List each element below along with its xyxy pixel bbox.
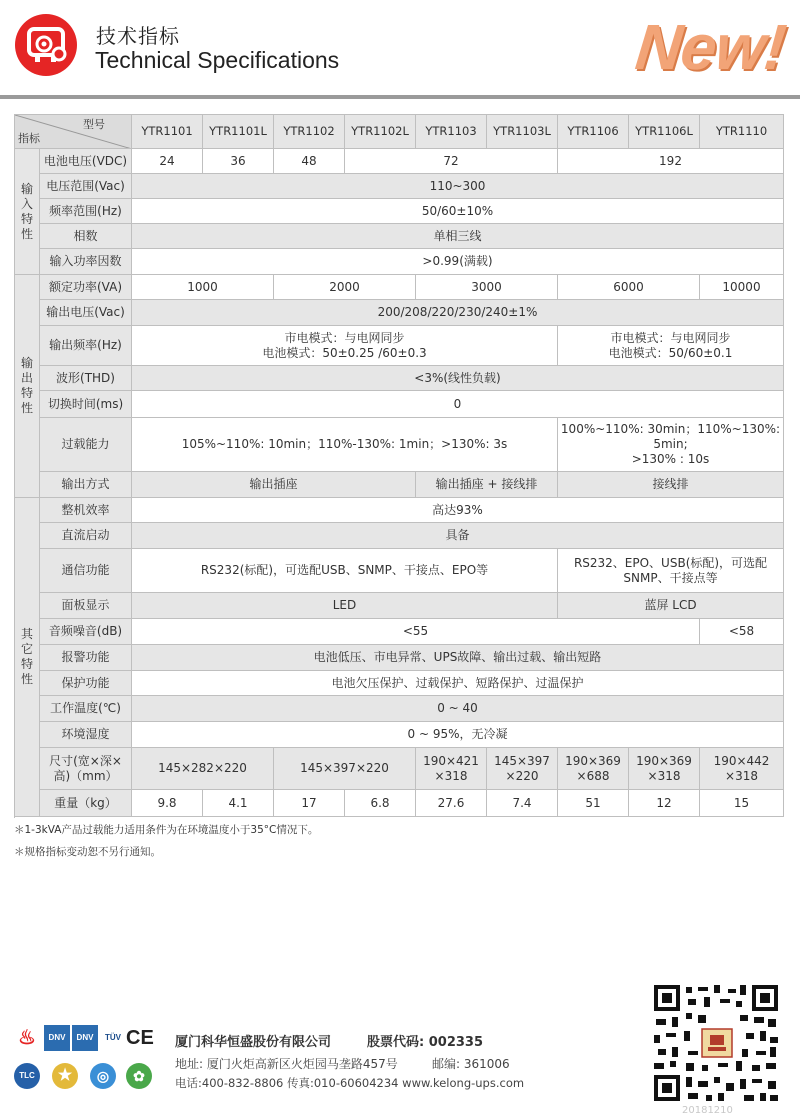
cell-line: 190×442 xyxy=(713,753,770,768)
footnote-overload: ＊1-3kVA产品过载能力适用条件为在环境温度小于35°C情况下。 xyxy=(14,824,319,836)
corner-cell xyxy=(15,115,132,149)
cell-value: 高达93% xyxy=(132,498,784,523)
cell-value xyxy=(558,549,784,593)
cell-line: 高)（mm） xyxy=(53,768,118,783)
cell-line: 145×397 xyxy=(494,753,550,768)
spec-table xyxy=(14,114,784,817)
group-text: 输入特性 xyxy=(20,181,33,241)
group-text: 其它特性 xyxy=(20,627,33,686)
flame-logo-icon: ♨ xyxy=(18,1027,36,1049)
footnote-change: ＊规格指标变动恕不另行通知。 xyxy=(14,846,161,858)
cell-line: 市电模式：与电网同步 xyxy=(610,330,731,345)
cell-value: 0 ~ 40 xyxy=(132,696,784,722)
cell-value: 48 xyxy=(274,149,345,174)
row-label: 环境湿度 xyxy=(40,722,132,748)
cell-value: 0 ~ 95%，无冷凝 xyxy=(132,722,784,748)
corner-spec-label: 指标 xyxy=(18,132,40,145)
brand-gear-icon xyxy=(15,14,77,76)
cell-value: 2000 xyxy=(274,275,416,300)
cell-value xyxy=(487,748,558,790)
cell-line: 电池模式：50/60±0.1 xyxy=(608,345,733,360)
table-row xyxy=(15,671,784,696)
eco-logo-icon: ✿ xyxy=(126,1063,152,1089)
cell-value: 10000 xyxy=(700,275,784,300)
row-label: 过载能力 xyxy=(40,418,132,472)
group-other-label xyxy=(15,498,40,817)
corner-model-label: 型号 xyxy=(83,118,105,131)
page-title-zh: 技术指标 xyxy=(96,24,180,48)
row-label: 面板显示 xyxy=(40,593,132,619)
table-row xyxy=(15,199,784,224)
cell-line: 5min; xyxy=(653,437,688,451)
page-title-en: Technical Specifications xyxy=(95,47,340,73)
table-row xyxy=(15,366,784,391)
cell-line: ×318 xyxy=(434,768,468,783)
row-label xyxy=(40,748,132,790)
new-badge: New! xyxy=(632,11,789,83)
cell-value: 6000 xyxy=(558,275,700,300)
row-label: 电池电压(VDC) xyxy=(40,149,132,174)
cell-line: ×318 xyxy=(725,768,758,783)
table-row xyxy=(15,619,784,645)
cell-value: <55 xyxy=(132,619,700,645)
cell-value: 24 xyxy=(132,149,203,174)
ring-logo-icon: ◎ xyxy=(90,1063,116,1089)
cell-value: 接线排 xyxy=(558,472,784,498)
row-label: 工作温度(℃) xyxy=(40,696,132,722)
table-row xyxy=(15,498,784,523)
cell-line: 190×421 xyxy=(423,753,479,768)
cell-line: 市电模式：与电网同步 xyxy=(284,330,405,345)
cell-value: 27.6 xyxy=(416,790,487,817)
table-row xyxy=(15,418,784,472)
cell-value: <58 xyxy=(700,619,784,645)
header-divider xyxy=(0,95,800,99)
table-row xyxy=(15,174,784,199)
cell-value: RS232(标配)，可选配USB、SNMP、干接点、EPO等 xyxy=(132,549,558,593)
cell-line: ×688 xyxy=(576,768,610,783)
table-row xyxy=(15,748,784,790)
model-header: YTR1106 xyxy=(558,115,629,149)
row-label: 输出方式 xyxy=(40,472,132,498)
tuv-logo-icon: TÜV xyxy=(105,1033,121,1042)
cell-line: 100%~110%: 30min；110%~130%: xyxy=(560,422,781,436)
model-header: YTR1101L xyxy=(203,115,274,149)
cell-value: 200/208/220/230/240±1% xyxy=(132,300,784,326)
cell-line: ×220 xyxy=(505,768,539,783)
row-label: 相数 xyxy=(40,224,132,249)
cell-value: 1000 xyxy=(132,275,274,300)
cell-line: SNMP、干接点等 xyxy=(623,570,718,585)
cell-value: 电池低压、市电异常、UPS故障、输出过载、输出短路 xyxy=(132,645,784,671)
table-row xyxy=(15,275,784,300)
cell-value: 3000 xyxy=(416,275,558,300)
certification-logos xyxy=(14,1025,164,1095)
cell-value: 单相三线 xyxy=(132,224,784,249)
cell-value: 12 xyxy=(629,790,700,817)
cell-value: 110~300 xyxy=(132,174,784,199)
cell-line: 190×369 xyxy=(565,753,621,768)
row-label: 输出频率(Hz) xyxy=(40,326,132,366)
cell-line: 电池模式：50±0.25 /60±0.3 xyxy=(262,345,427,360)
cell-value: 192 xyxy=(558,149,784,174)
cell-line: RS232、EPO、USB(标配)，可选配 xyxy=(573,555,768,570)
group-text: 输出特性 xyxy=(20,356,33,415)
row-label: 额定功率(VA) xyxy=(40,275,132,300)
cell-value: 具备 xyxy=(132,523,784,549)
model-header-row xyxy=(15,115,784,149)
dnv-logo-icon: DNV xyxy=(72,1025,98,1051)
table-row xyxy=(15,300,784,326)
cell-value xyxy=(558,326,784,366)
cell-line: >130% : 10s xyxy=(631,452,710,466)
cell-value: 蓝屏 LCD xyxy=(558,593,784,619)
cell-value: 6.8 xyxy=(345,790,416,817)
cell-value: 105%~110%: 10min；110%-130%: 1min；>130%: 3s xyxy=(132,418,558,472)
cell-value: 15 xyxy=(700,790,784,817)
row-label: 整机效率 xyxy=(40,498,132,523)
ce-logo-icon: CE xyxy=(126,1027,154,1049)
model-header: YTR1102L xyxy=(345,115,416,149)
contact-line: 电话:400-832-8806 传真:010-60604234 www.kelong-ups.com xyxy=(175,1076,525,1090)
row-label: 电压范围(Vac) xyxy=(40,174,132,199)
cell-value xyxy=(416,748,487,790)
group-input-label xyxy=(15,149,40,275)
cell-value xyxy=(700,748,784,790)
table-row xyxy=(15,523,784,549)
address: 地址: 厦门火炬高新区火炬园马垄路457号 xyxy=(175,1057,398,1071)
table-row xyxy=(15,790,784,817)
cell-value: 输出插座 + 接线排 xyxy=(416,472,558,498)
postcode: 邮编: 361006 xyxy=(432,1057,510,1071)
cell-value xyxy=(558,418,784,472)
table-row xyxy=(15,391,784,418)
cell-value: 输出插座 xyxy=(132,472,416,498)
cell-value: 145×397×220 xyxy=(274,748,416,790)
model-header: YTR1103 xyxy=(416,115,487,149)
company-name: 厦门科华恒盛股份有限公司 xyxy=(175,1035,332,1050)
table-row xyxy=(15,224,784,249)
row-label: 通信功能 xyxy=(40,549,132,593)
table-row xyxy=(15,149,784,174)
row-label: 切换时间(ms) xyxy=(40,391,132,418)
model-header: YTR1103L xyxy=(487,115,558,149)
cell-value: 4.1 xyxy=(203,790,274,817)
award-logo-icon: ★ xyxy=(52,1063,78,1089)
row-label: 音频噪音(dB) xyxy=(40,619,132,645)
cell-value xyxy=(132,326,558,366)
table-row xyxy=(15,249,784,275)
dnv-logo-icon: DNV xyxy=(44,1025,70,1051)
row-label: 保护功能 xyxy=(40,671,132,696)
cell-value: 9.8 xyxy=(132,790,203,817)
cell-value: 0 xyxy=(132,391,784,418)
cell-value: 145×282×220 xyxy=(132,748,274,790)
cell-value: >0.99(满载) xyxy=(132,249,784,275)
table-row xyxy=(15,645,784,671)
table-row xyxy=(15,549,784,593)
cell-value: <3%(线性负载) xyxy=(132,366,784,391)
row-label: 波形(THD) xyxy=(40,366,132,391)
row-label: 频率范围(Hz) xyxy=(40,199,132,224)
row-label: 直流启动 xyxy=(40,523,132,549)
cell-value: 50/60±10% xyxy=(132,199,784,224)
cell-value: LED xyxy=(132,593,558,619)
stock-code: 股票代码: 002335 xyxy=(367,1035,483,1050)
cell-value: 17 xyxy=(274,790,345,817)
table-row xyxy=(15,696,784,722)
table-row xyxy=(15,326,784,366)
cell-line: ×318 xyxy=(647,768,681,783)
cell-value: 7.4 xyxy=(487,790,558,817)
cell-value: 电池欠压保护、过载保护、短路保护、过温保护 xyxy=(132,671,784,696)
cell-value: 51 xyxy=(558,790,629,817)
row-label: 报警功能 xyxy=(40,645,132,671)
table-row xyxy=(15,472,784,498)
table-row xyxy=(15,593,784,619)
table-row xyxy=(15,722,784,748)
tlc-logo-icon: TLC xyxy=(14,1063,40,1089)
qr-code-icon xyxy=(652,983,780,1103)
model-header: YTR1110 xyxy=(700,115,784,149)
cell-line: 尺寸(宽×深× xyxy=(49,753,122,768)
model-header: YTR1106L xyxy=(629,115,700,149)
row-label: 输入功率因数 xyxy=(40,249,132,275)
cell-value xyxy=(629,748,700,790)
cell-value xyxy=(558,748,629,790)
model-header: YTR1102 xyxy=(274,115,345,149)
cell-value: 72 xyxy=(345,149,558,174)
row-label: 重量（kg） xyxy=(40,790,132,817)
row-label: 输出电压(Vac) xyxy=(40,300,132,326)
group-output-label xyxy=(15,275,40,498)
model-header: YTR1101 xyxy=(132,115,203,149)
qr-date-stamp: 20181210 xyxy=(682,1105,733,1116)
cell-line: 190×369 xyxy=(636,753,692,768)
cell-value: 36 xyxy=(203,149,274,174)
